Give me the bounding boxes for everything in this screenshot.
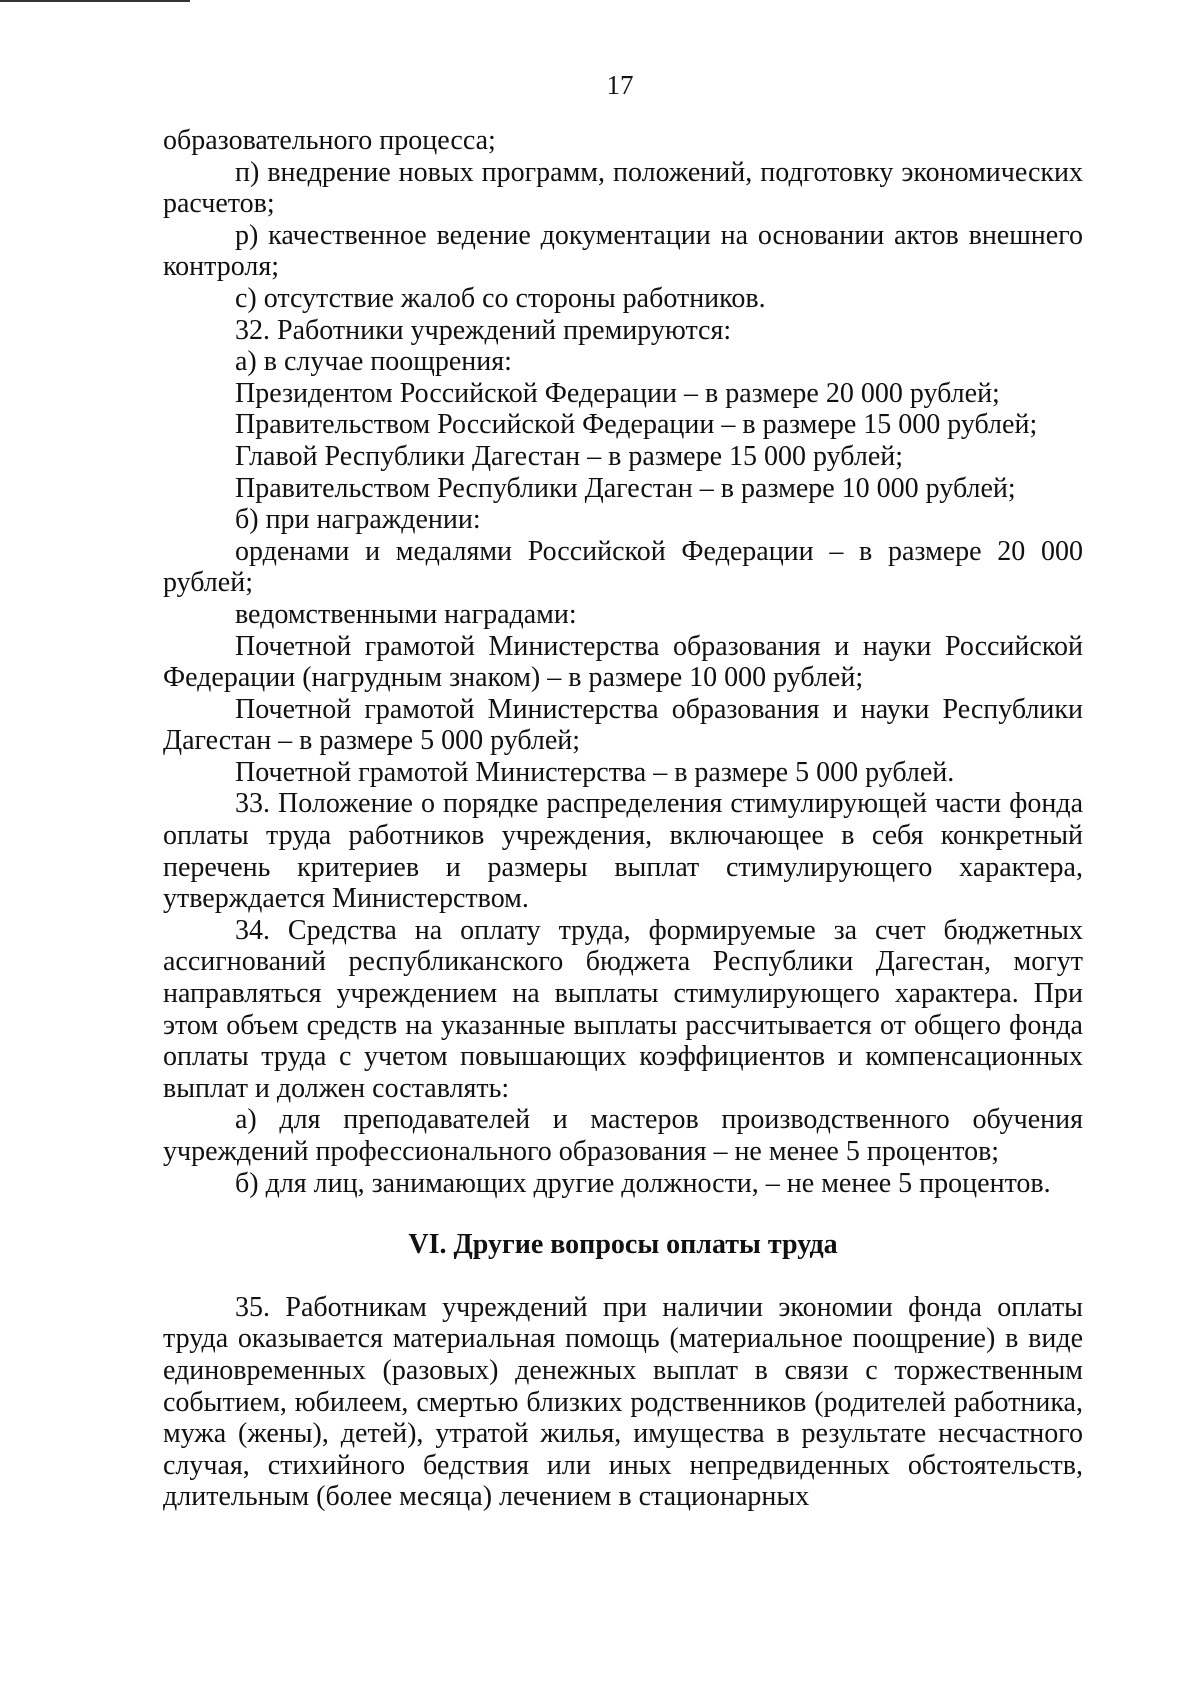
paragraph: Главой Республики Дагестан – в размере 15 000 рублей; [235,440,904,472]
paragraph: 33. Положение о порядке распределения стимулирующей части фонда оплаты труда работников учреждения, включающее в себя конкретный перечень критериев и размеры выплат стимулирующего характера, утверждается Министерством. [163,788,1083,915]
paragraph: образовательного процесса; [163,125,496,156]
paragraph: Правительством Республики Дагестан – в размере 10 000 рублей; [235,472,1016,504]
paragraph: орденами и медалями Российской Федерации – в размере 20 000 рублей; [163,535,1083,599]
document-body [163,125,1083,1513]
paragraph: Почетной грамотой Министерства – в размере 5 000 рублей. [235,756,955,788]
paragraph: с) отсутствие жалоб со стороны работников. [235,282,766,314]
paragraph: п) внедрение новых программ, положений, подготовку экономических расчетов; [163,156,1083,220]
paragraph: р) качественное ведение документации на основании актов внешнего контроля; [163,219,1083,283]
paragraph: 32. Работники учреждений премируются: [235,314,732,346]
paragraph: Правительством Российской Федерации – в размере 15 000 рублей; [235,409,1038,441]
paragraph: а) в случае поощрения: [235,346,512,378]
paragraph: Президентом Российской Федерации – в размере 20 000 рублей; [235,377,1000,409]
paragraph: Почетной грамотой Министерства образования и науки Российской Федерации (нагрудным знаком) – в размере 10 000 рублей; [163,630,1083,694]
paragraph: б) при награждении: [235,504,481,536]
section-heading: VI. Другие вопросы оплаты труда [408,1229,838,1261]
paragraph: 35. Работникам учреждений при наличии экономии фонда оплаты труда оказывается материальная помощь (материальное поощрение) в виде единовременных (разовых) денежных выплат в связи с торжественным событием, юбилеем, смертью близких родственников (родителей работника, мужа (жены), детей), утратой жилья, имущества в результате несчастного случая, стихийного бедствия или иных непредвиденных обстоятельств, длительным (более месяца) лечением в стационарных [163,1291,1083,1513]
paragraph: б) для лиц, занимающих другие должности, – не менее 5 процентов. [235,1167,1051,1199]
paragraph: 34. Средства на оплату труда, формируемые за счет бюджетных ассигнований республиканского бюджета Республики Дагестан, могут направляться учреждением на выплаты стимулирующего характера. При этом объем средств на указанные выплаты рассчитывается от общего фонда оплаты труда с учетом повышающих коэффициентов и компенсационных выплат и должен составлять: [163,914,1083,1104]
page-number: 17 [606,70,634,100]
paragraph: Почетной грамотой Министерства образования и науки Республики Дагестан – в размере 5 000 рублей; [163,693,1083,757]
paragraph: ведомственными наградами: [235,598,577,630]
scan-edge-line [0,0,190,2]
paragraph: а) для преподавателей и мастеров производственного обучения учреждений профессионального образования – не менее 5 процентов; [163,1104,1083,1167]
